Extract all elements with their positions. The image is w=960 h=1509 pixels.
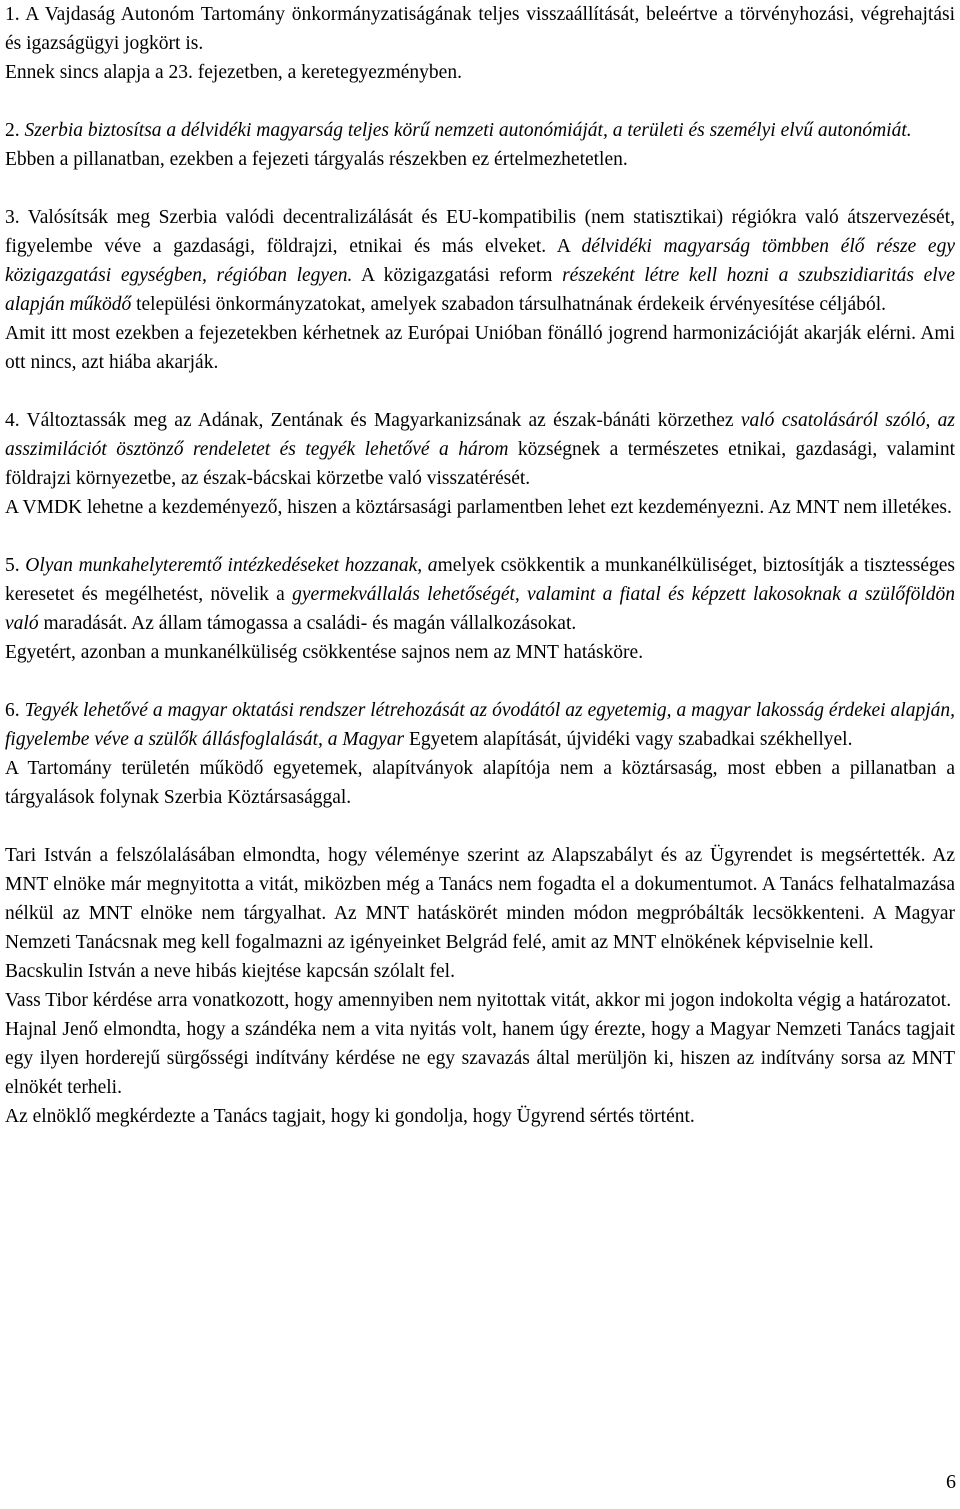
- spacer: [5, 667, 955, 696]
- item-6-number: 6.: [5, 700, 25, 721]
- item-1-demand: 1. A Vajdaság Autonóm Tartomány önkormányzatiságának teljes visszaállítását, beleértve a törvényhozási, végrehajtási és igazságügyi jogkört is.: [5, 4, 955, 54]
- item-3-demand: [5, 203, 955, 319]
- item-6-text-b: Egyetem alapítását, újvidéki vagy szabadkai székhellyel.: [404, 729, 853, 750]
- item-5-number: 5.: [5, 555, 26, 576]
- discussion-paragraph: Bacskulin István a neve hibás kiejtése kapcsán szólalt fel.: [5, 961, 455, 982]
- item-6-demand: [5, 696, 955, 754]
- item-3-response: Amit itt most ezekben a fejezetekben kérhetnek az Európai Unióban fönálló jogrend harmonizációját akarják elérni. Ami ott nincs, azt hiába akarják.: [5, 323, 955, 373]
- spacer: [5, 377, 955, 406]
- discussion-paragraph: Vass Tibor kérdése arra vonatkozott, hogy amennyiben nem nyitottak vitát, akkor mi jogon indokolta végig a határozatot.: [5, 990, 952, 1011]
- item-3-text-c: A közigazgatási reform: [352, 265, 563, 286]
- item-4-text-a: 4. Változtassák meg az Adának, Zentának és Magyarkanizsának az észak-bánáti körzethez: [5, 410, 741, 431]
- item-1-response: Ennek sincs alapja a 23. fejezetben, a keretegyezményben.: [5, 62, 462, 83]
- document-body: [5, 0, 955, 1131]
- page-number: 6: [946, 1471, 956, 1493]
- item-4-text-c: községnek a természetes etnikai, gazdasági, valamint földrajzi környezetbe, az észak-bácskai körzetbe való visszatérését.: [5, 439, 955, 489]
- spacer: [5, 87, 955, 116]
- discussion-paragraph: Az elnöklő megkérdezte a Tanács tagjait, hogy ki gondolja, hogy Ügyrend sértés történt.: [5, 1106, 695, 1127]
- spacer: [5, 812, 955, 841]
- item-3-text-e: települési önkormányzatokat, amelyek szabadon társulhatnának érdekeik érvényesítése céljából.: [131, 294, 886, 315]
- item-4-response: A VMDK lehetne a kezdeményező, hiszen a köztársasági parlamentben lehet ezt kezdeményezni. Az MNT nem illetékes.: [5, 497, 952, 518]
- discussion-paragraph: Tari István a felszólalásában elmondta, hogy véleménye szerint az Alapszabályt és az Ügyrendet is megsértették. Az MNT elnöke már megnyitotta a vitát, miközben még a Tanács nem fogadta el a dokumentumot. A Tanács felhatalmazása nélkül az MNT elnöke nem tárgyalhat. Az MNT hatáskörét minden módon megpróbálták lecsökkenteni. A Magyar Nemzeti Tanácsnak meg kell fogalmazni az igényeinket Belgrád felé, amit az MNT elnökének képviselnie kell.: [5, 845, 955, 953]
- spacer: [5, 522, 955, 551]
- item-3-text-b: délvidéki magyarság tömbben élő része egy közigazgatási egységben, régióban legyen.: [5, 236, 955, 286]
- item-4-demand: [5, 406, 955, 493]
- item-3-text-a: 3. Valósítsák meg Szerbia valódi decentralizálását és EU-kompatibilis (nem statisztikai) régiókra való átszervezését, figyelembe véve a gazdasági, földrajzi, etnikai és más elveket. A: [5, 207, 955, 257]
- item-6-response: A Tartomány területén működő egyetemek, alapítványok alapítója nem a köztársaság, most ebben a pillanatban a tárgyalások folynak Szerbia Köztársasággal.: [5, 758, 955, 808]
- item-5-demand: [5, 551, 955, 638]
- item-6-text-a: Tegyék lehetővé a magyar oktatási rendszer létrehozását az óvodától az egyetemig, a magyar lakosság érdekei alapján, figyelembe véve a szülők állásfoglalását, a Magyar: [5, 700, 955, 750]
- item-2-text: Szerbia biztosítsa a délvidéki magyarság teljes körű nemzeti autonómiáját, a területi és személyi elvű autonómiát.: [24, 120, 912, 141]
- item-5-text-a: Olyan munkahelyteremtő intézkedéseket hozzanak, a: [25, 555, 438, 576]
- item-5-text-c: gyermekvállalás lehetőségét, valamint a fiatal és képzett lakosoknak a szülőföldön való: [5, 584, 955, 634]
- item-2-number: 2.: [5, 120, 20, 141]
- item-2-response: Ebben a pillanatban, ezekben a fejezeti tárgyalás részekben ez értelmezhetetlen.: [5, 149, 628, 170]
- item-5-text-b: melyek csökkentik a munkanélküliséget, biztosítják a tisztességes keresetet és megélhetést, növelik a: [5, 555, 956, 605]
- item-3-text-d: részeként létre kell hozni a szubszidiaritás elve alapján működő: [5, 265, 955, 315]
- discussion-paragraph: Hajnal Jenő elmondta, hogy a szándéka nem a vita nyitás volt, hanem úgy érezte, hogy a Magyar Nemzeti Tanács tagjait egy ilyen horderejű sürgősségi indítvány kérdése ne egy szavazás által merüljön ki, hiszen az indítvány sorsa az MNT elnökét terheli.: [5, 1019, 955, 1098]
- item-5-text-d: maradását. Az állam támogassa a családi- és magán vállalkozásokat.: [38, 613, 577, 634]
- item-2-demand: [5, 116, 955, 145]
- item-4-text-b: való csatolásáról szóló, az asszimilációt ösztönző rendeletet és tegyék lehetővé a három: [5, 410, 955, 460]
- spacer: [5, 174, 955, 203]
- item-5-response: Egyetért, azonban a munkanélküliség csökkentése sajnos nem az MNT hatásköre.: [5, 642, 644, 663]
